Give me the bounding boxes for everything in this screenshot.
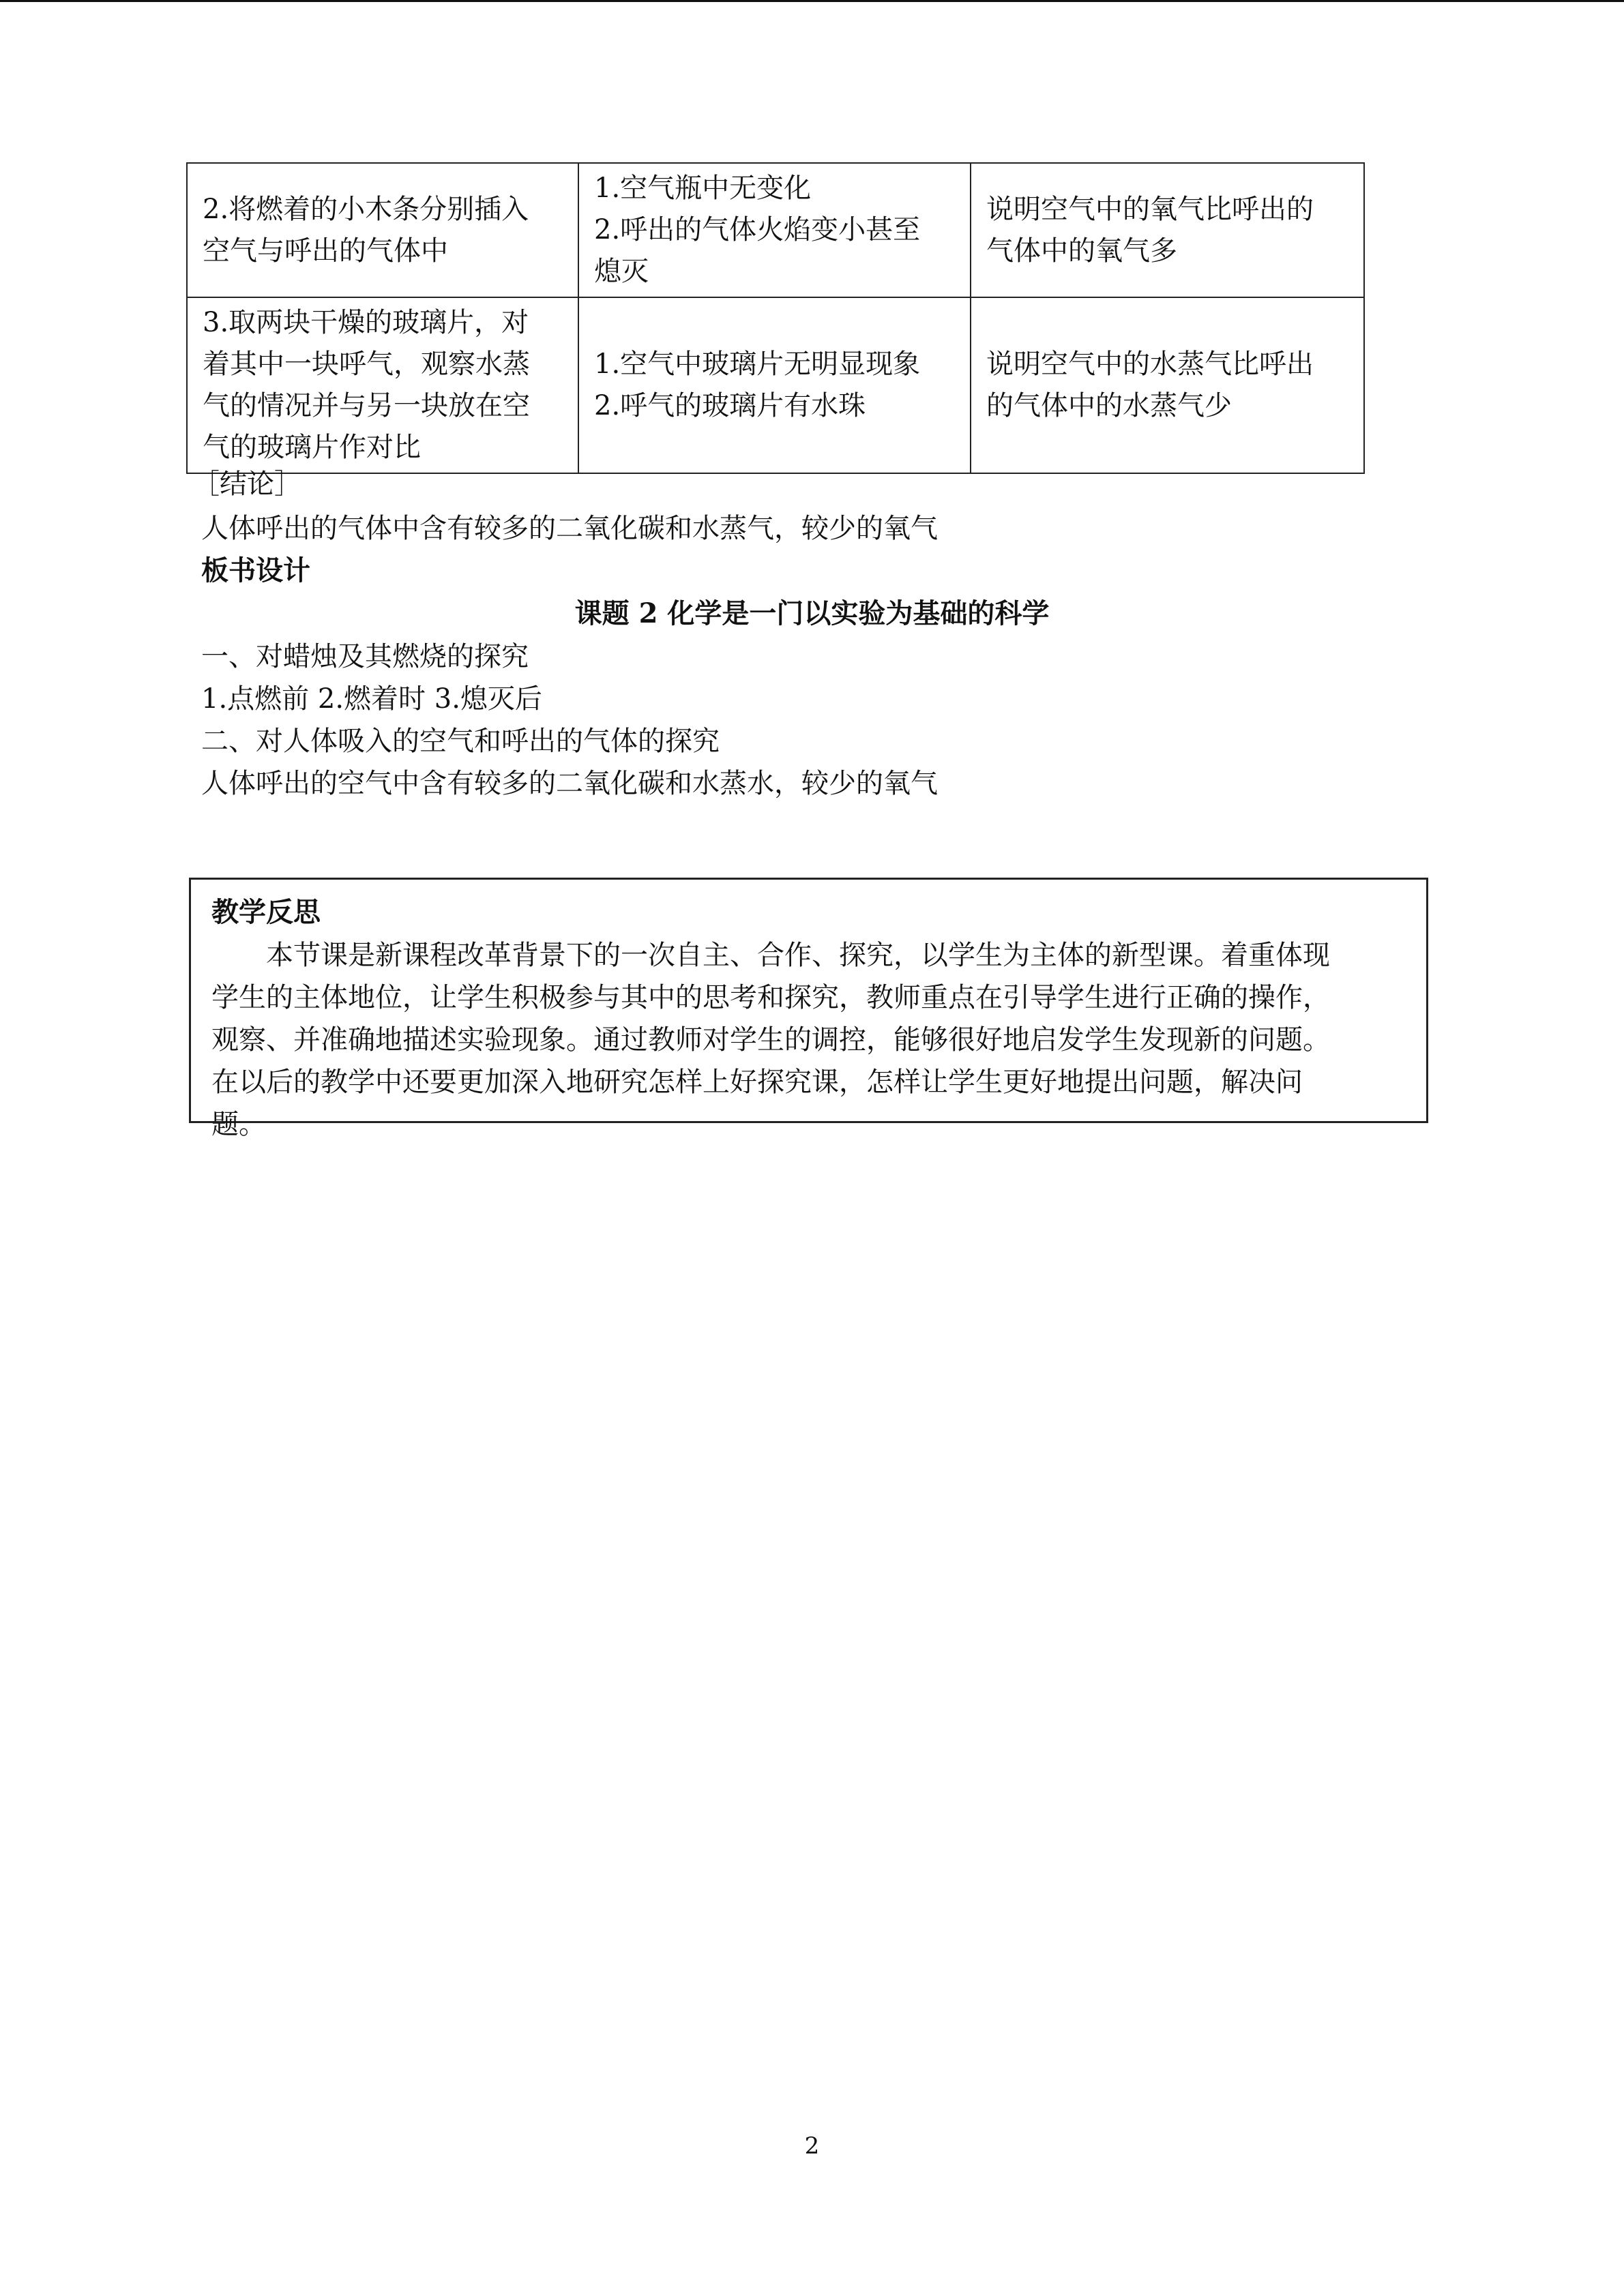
cell-line: 2.将燃着的小木条分别插入 xyxy=(203,193,529,225)
cell-line: 气的情况并与另一块放在空 xyxy=(203,390,530,421)
cell-line: 3.取两块干燥的玻璃片，对 xyxy=(203,307,529,338)
cell-line: 2.呼出的气体火焰变小甚至 xyxy=(594,214,921,245)
conclusion-cell xyxy=(971,297,1364,473)
cell-line: 气体中的氧气多 xyxy=(986,235,1177,267)
board-section-breath: 二、对人体吸入的空气和呼出的气体的探究 xyxy=(201,726,720,757)
cell-line: 2.呼气的玻璃片有水珠 xyxy=(594,390,866,421)
cell-line: 说明空气中的氧气比呼出的 xyxy=(986,193,1314,225)
teaching-reflection-box xyxy=(189,878,1428,1140)
reflection-line: 学生的主体地位，让学生积极参与其中的思考和探究，教师重点在引导学生进行正确的操作， xyxy=(211,982,1330,1013)
board-summary: 人体呼出的空气中含有较多的二氧化碳和水蒸水，较少的氧气 xyxy=(201,768,938,799)
cell-line: 气的玻璃片作对比 xyxy=(203,432,421,463)
reflection-line: 本节课是新课程改革背景下的一次自主、合作、探究，以学生为主体的新型课。着重体现 xyxy=(266,940,1330,971)
page-number: 2 xyxy=(804,2132,820,2160)
experiment-table xyxy=(186,162,1365,474)
table-row xyxy=(187,163,1364,297)
reflection-body xyxy=(211,934,1412,1146)
cell-line: 的气体中的水蒸气少 xyxy=(986,390,1232,421)
method-cell xyxy=(187,163,578,297)
table-row xyxy=(187,297,1364,473)
board-steps: 1.点燃前 2.燃着时 3.熄灭后 xyxy=(201,683,542,715)
reflection-line: 在以后的教学中还要更加深入地研究怎样上好探究课，怎样让学生更好地提出问题，解决问 xyxy=(211,1067,1303,1098)
cell-line: 说明空气中的水蒸气比呼出 xyxy=(986,348,1314,380)
reflection-line: 观察、并准确地描述实验现象。通过教师对学生的调控，能够很好地启发学生发现新的问题。 xyxy=(211,1024,1330,1056)
reflection-heading: 教学反思 xyxy=(211,896,321,928)
phenomenon-cell xyxy=(578,297,971,473)
conclusion-cell xyxy=(971,163,1364,297)
cell-line: 着其中一块呼气，观察水蒸 xyxy=(203,348,530,380)
board-section-candle: 一、对蜡烛及其燃烧的探究 xyxy=(201,641,529,672)
board-design-heading: 板书设计 xyxy=(201,554,310,586)
cell-line: 1.空气中玻璃片无明显现象 xyxy=(594,348,921,380)
page-top-border xyxy=(0,0,1624,2)
method-cell xyxy=(187,297,578,473)
reflection-line: 题。 xyxy=(211,1109,266,1140)
cell-line: 熄灭 xyxy=(594,256,649,287)
cell-line: 空气与呼出的气体中 xyxy=(203,235,448,267)
cell-line: 1.空气瓶中无变化 xyxy=(594,173,812,204)
phenomenon-cell xyxy=(578,163,971,297)
conclusion-text: 人体呼出的气体中含有较多的二氧化碳和水蒸气，较少的氧气 xyxy=(201,513,938,544)
conclusion-heading: ［结论］ xyxy=(192,468,301,500)
board-design-title: 课题 2 化学是一门以实验为基础的科学 xyxy=(574,597,1050,629)
